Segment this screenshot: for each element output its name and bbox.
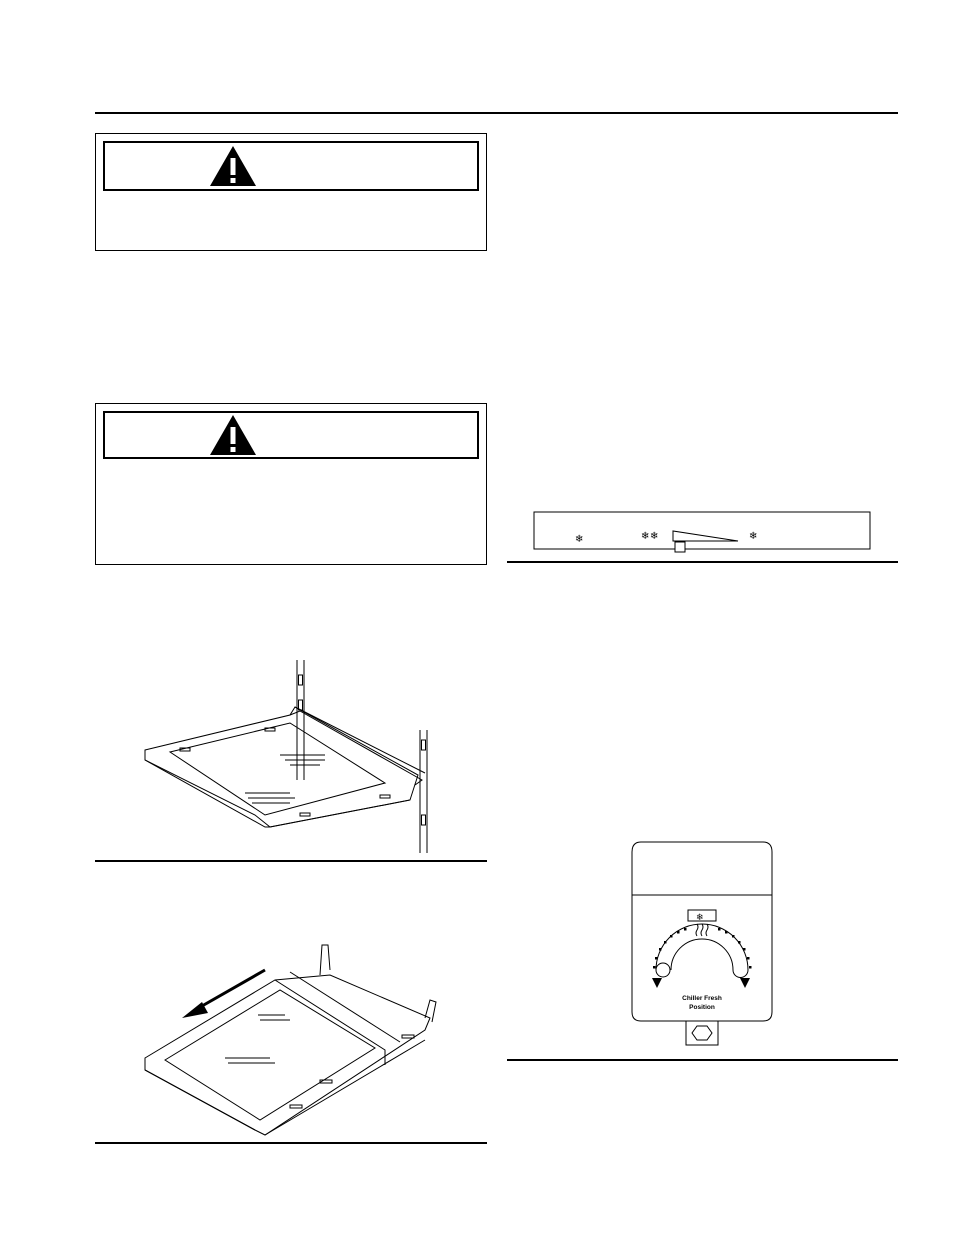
- dial-label-line1: Chiller Fresh: [682, 995, 722, 1002]
- shelf-bracket-illustration: [140, 655, 440, 855]
- chiller-dial-illustration: [631, 842, 773, 1047]
- svg-text:❄: ❄: [696, 913, 704, 923]
- warning-triangle-icon: [208, 413, 258, 457]
- slider-control-illustration: [533, 511, 873, 553]
- shelf-slide-out-illustration: [140, 940, 440, 1140]
- figure-rule-4: [507, 1059, 898, 1061]
- snowflake-icon: [575, 534, 583, 545]
- svg-text:❄: ❄: [650, 531, 659, 542]
- figure-rule-2: [95, 1142, 487, 1144]
- figure-rule-1: [95, 860, 487, 862]
- warning-box-1: [95, 133, 487, 251]
- svg-text:❄: ❄: [641, 531, 650, 542]
- warning-box-2: [95, 403, 487, 565]
- snowflake-icon: [641, 531, 658, 542]
- snowflake-icon: [749, 531, 757, 542]
- figure-rule-3: [507, 561, 898, 563]
- header-rule: [95, 112, 898, 114]
- warning-header-2: [103, 411, 479, 459]
- warning-triangle-icon: [208, 144, 258, 188]
- svg-text:❄: ❄: [749, 531, 758, 542]
- warning-header-1: [103, 141, 479, 191]
- svg-text:❄: ❄: [575, 534, 584, 545]
- dial-label-line2: Position: [689, 1004, 715, 1011]
